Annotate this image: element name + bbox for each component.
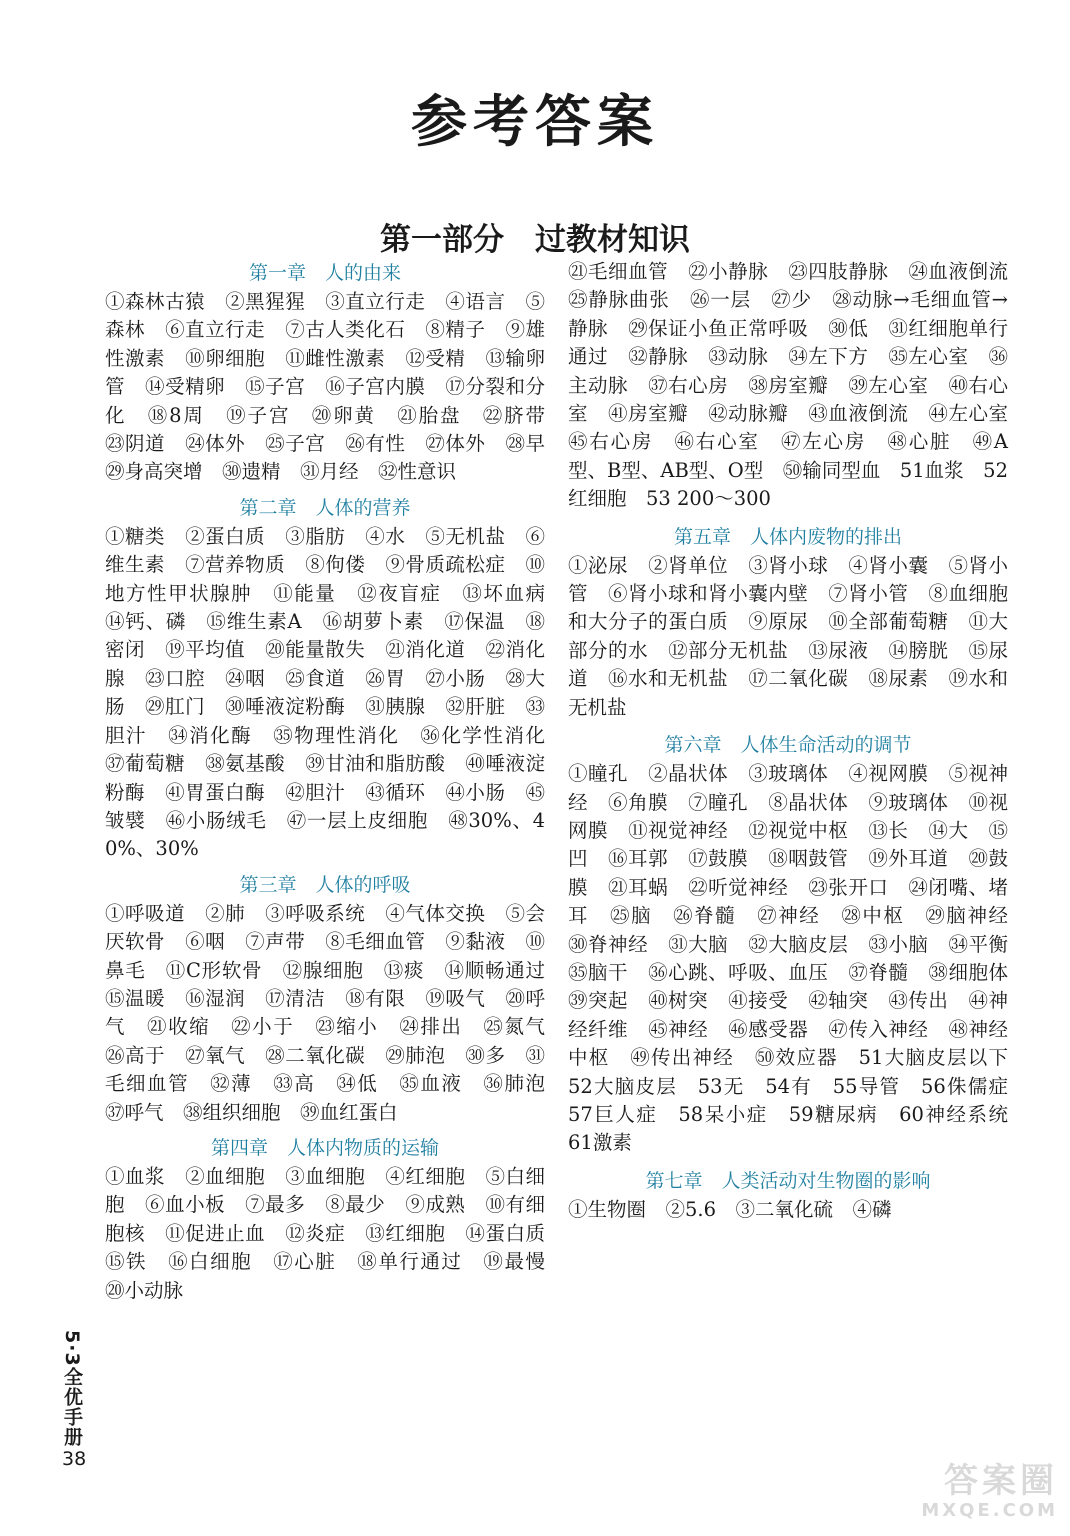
- answer-list-continued: ㉑毛细血管 ㉒小静脉 ㉓四肢静脉 ㉔血液倒流 ㉕静脉曲张 ㉖一层 ㉗少 ㉘动脉→毛细血管→静脉 ㉙保证小鱼正常呼吸 ㉚低 ㉛红细胞单行通过 ㉜静脉 ㉝动脉 ㉞左下方 ㉟左心室 ㊱主动脉 ㊲右心房 ㊳房室瓣 ㊴左心室 ㊵右心室 ㊶房室瓣 ㊷动脉瓣 ㊸血液倒流 ㊹左心室 ㊺右心房 ㊻右心室 ㊼左心房 ㊽心脏 ㊾A型、B型、AB型、O型 ㊿输同型血 51血浆 52红细胞 53 200～300: [568, 260, 1028, 511]
- right-column: [568, 258, 1028, 1232]
- chapter-heading: 第五章 人体内废物的排出: [673, 525, 902, 548]
- chapter-heading: 第六章 人体生命活动的调节: [664, 734, 912, 757]
- watermark-text: 答案圈: [944, 1461, 1058, 1501]
- chapter-heading: 第二章 人体的营养: [239, 496, 411, 519]
- page-number: 38: [62, 1448, 87, 1470]
- answer-list: ①生物圈 ②5.6 ③二氧化硫 ④磷: [568, 1197, 892, 1221]
- answer-list: ①呼吸道 ②肺 ③呼吸系统 ④气体交换 ⑤会厌软骨 ⑥咽 ⑦声带 ⑧毛细血管 ⑨黏液 ⑩鼻毛 ⑪C形软骨 ⑫腺细胞 ⑬痰 ⑭顺畅通过 ⑮温暖 ⑯湿润 ⑰清洁 ⑱有限 ⑲吸气 ⑳呼气 ㉑收缩 ㉒小于 ㉓缩小 ㉔排出 ㉕氮气 ㉖高于 ㉗氧气 ㉘二氧化碳 ㉙肺泡 ㉚多 ㉛毛细血管 ㉜薄 ㉝高 ㉞低 ㉟血液 ㊱肺泡 ㊲呼气 ㊳组织细胞 ㊴血红蛋白: [105, 901, 565, 1124]
- chapter-heading: 第三章 人体的呼吸: [239, 873, 411, 896]
- answer-list: ①血浆 ②血细胞 ③血细胞 ④红细胞 ⑤白细胞 ⑥血小板 ⑦最多 ⑧最少 ⑨成熟 ⑩有细胞核 ⑪促进止血 ⑫炎症 ⑬红细胞 ⑭蛋白质 ⑮铁 ⑯白细胞 ⑰心脏 ⑱单行通过 ⑲最慢 ⑳小动脉: [105, 1164, 565, 1302]
- chapter-heading: 第七章 人类活动对生物圈的影响: [645, 1169, 931, 1192]
- chapter-heading: 第一章 人的由来: [248, 262, 401, 284]
- part-heading: 第一部分 过教材知识: [380, 222, 690, 258]
- book-series-label: 5·3全优手册: [61, 1330, 83, 1447]
- watermark-logo: [890, 1462, 1058, 1526]
- watermark-url: MXQE.COM: [921, 1500, 1058, 1521]
- left-column: [105, 258, 565, 1311]
- answer-list: ①瞳孔 ②晶状体 ③玻璃体 ④视网膜 ⑤视神经 ⑥角膜 ⑦瞳孔 ⑧晶状体 ⑨玻璃体 ⑩视网膜 ⑪视觉神经 ⑫视觉中枢 ⑬长 ⑭大 ⑮凹 ⑯耳郭 ⑰鼓膜 ⑱咽鼓管 ⑲外耳道 ⑳鼓膜 ㉑耳蜗 ㉒听觉神经 ㉓张开口 ㉔闭嘴、堵耳 ㉕脑 ㉖脊髓 ㉗神经 ㉘中枢 ㉙脑神经 ㉚脊神经 ㉛大脑 ㉜大脑皮层 ㉝小脑 ㉞平衡 ㉟脑干 ㊱心跳、呼吸、血压 ㊲脊髓 ㊳细胞体 ㊴突起 ㊵树突 ㊶接受 ㊷轴突 ㊸传出 ㊹神经纤维 ㊺神经 ㊻感受器 ㊼传入神经 ㊽神经中枢 ㊾传出神经 ㊿效应器 51大脑皮层以下 52大脑皮层 53无 54有 55导管 56侏儒症 57巨人症 58呆小症 59糖尿病 60神经系统 61激素: [568, 762, 1028, 1155]
- page-title: 参考答案: [411, 90, 659, 155]
- chapter-heading: 第四章 人体内物质的运输: [210, 1136, 439, 1159]
- answer-list: ①泌尿 ②肾单位 ③肾小球 ④肾小囊 ⑤肾小管 ⑥肾小球和肾小囊内壁 ⑦肾小管 ⑧血细胞和大分子的蛋白质 ⑨原尿 ⑩全部葡萄糖 ⑪大部分的水 ⑫部分无机盐 ⑬尿液 ⑭膀胱 ⑮尿道 ⑯水和无机盐 ⑰二氧化碳 ⑱尿素 ⑲水和无机盐: [568, 553, 1008, 719]
- answer-list: ①糖类 ②蛋白质 ③脂肪 ④水 ⑤无机盐 ⑥维生素 ⑦营养物质 ⑧佝偻 ⑨骨质疏松症 ⑩地方性甲状腺肿 ⑪能量 ⑫夜盲症 ⑬坏血病 ⑭钙、磷 ⑮维生素A ⑯胡萝卜素 ⑰保温 ⑱密闭 ⑲平均值 ⑳能量散失 ㉑消化道 ㉒消化腺 ㉓口腔 ㉔咽 ㉕食道 ㉖胃 ㉗小肠 ㉘大肠 ㉙肛门 ㉚唾液淀粉酶 ㉛胰腺 ㉜肝脏 ㉝胆汁 ㉞消化酶 ㉟物理性消化 ㊱化学性消化 ㊲葡萄糖 ㊳氨基酸 ㊴甘油和脂肪酸 ㊵唾液淀粉酶 ㊶胃蛋白酶 ㊷胆汁 ㊸循环 ㊹小肠 ㊺皱襞 ㊻小肠绒毛 ㊼一层上皮细胞 ㊽30%、40%、30%: [105, 524, 565, 861]
- answer-list: ①森林古猿 ②黑猩猩 ③直立行走 ④语言 ⑤森林 ⑥直立行走 ⑦古人类化石 ⑧精子 ⑨雄性激素 ⑩卵细胞 ⑪雌性激素 ⑫受精 ⑬输卵管 ⑭受精卵 ⑮子宫 ⑯子宫内膜 ⑰分裂和分化 ⑱8周 ⑲子宫 ⑳卵黄 ㉑胎盘 ㉒脐带 ㉓阴道 ㉔体外 ㉕子宫 ㉖有性 ㉗体外 ㉘早 ㉙身高突增 ㉚遗精 ㉛月经 ㉜性意识: [105, 290, 565, 484]
